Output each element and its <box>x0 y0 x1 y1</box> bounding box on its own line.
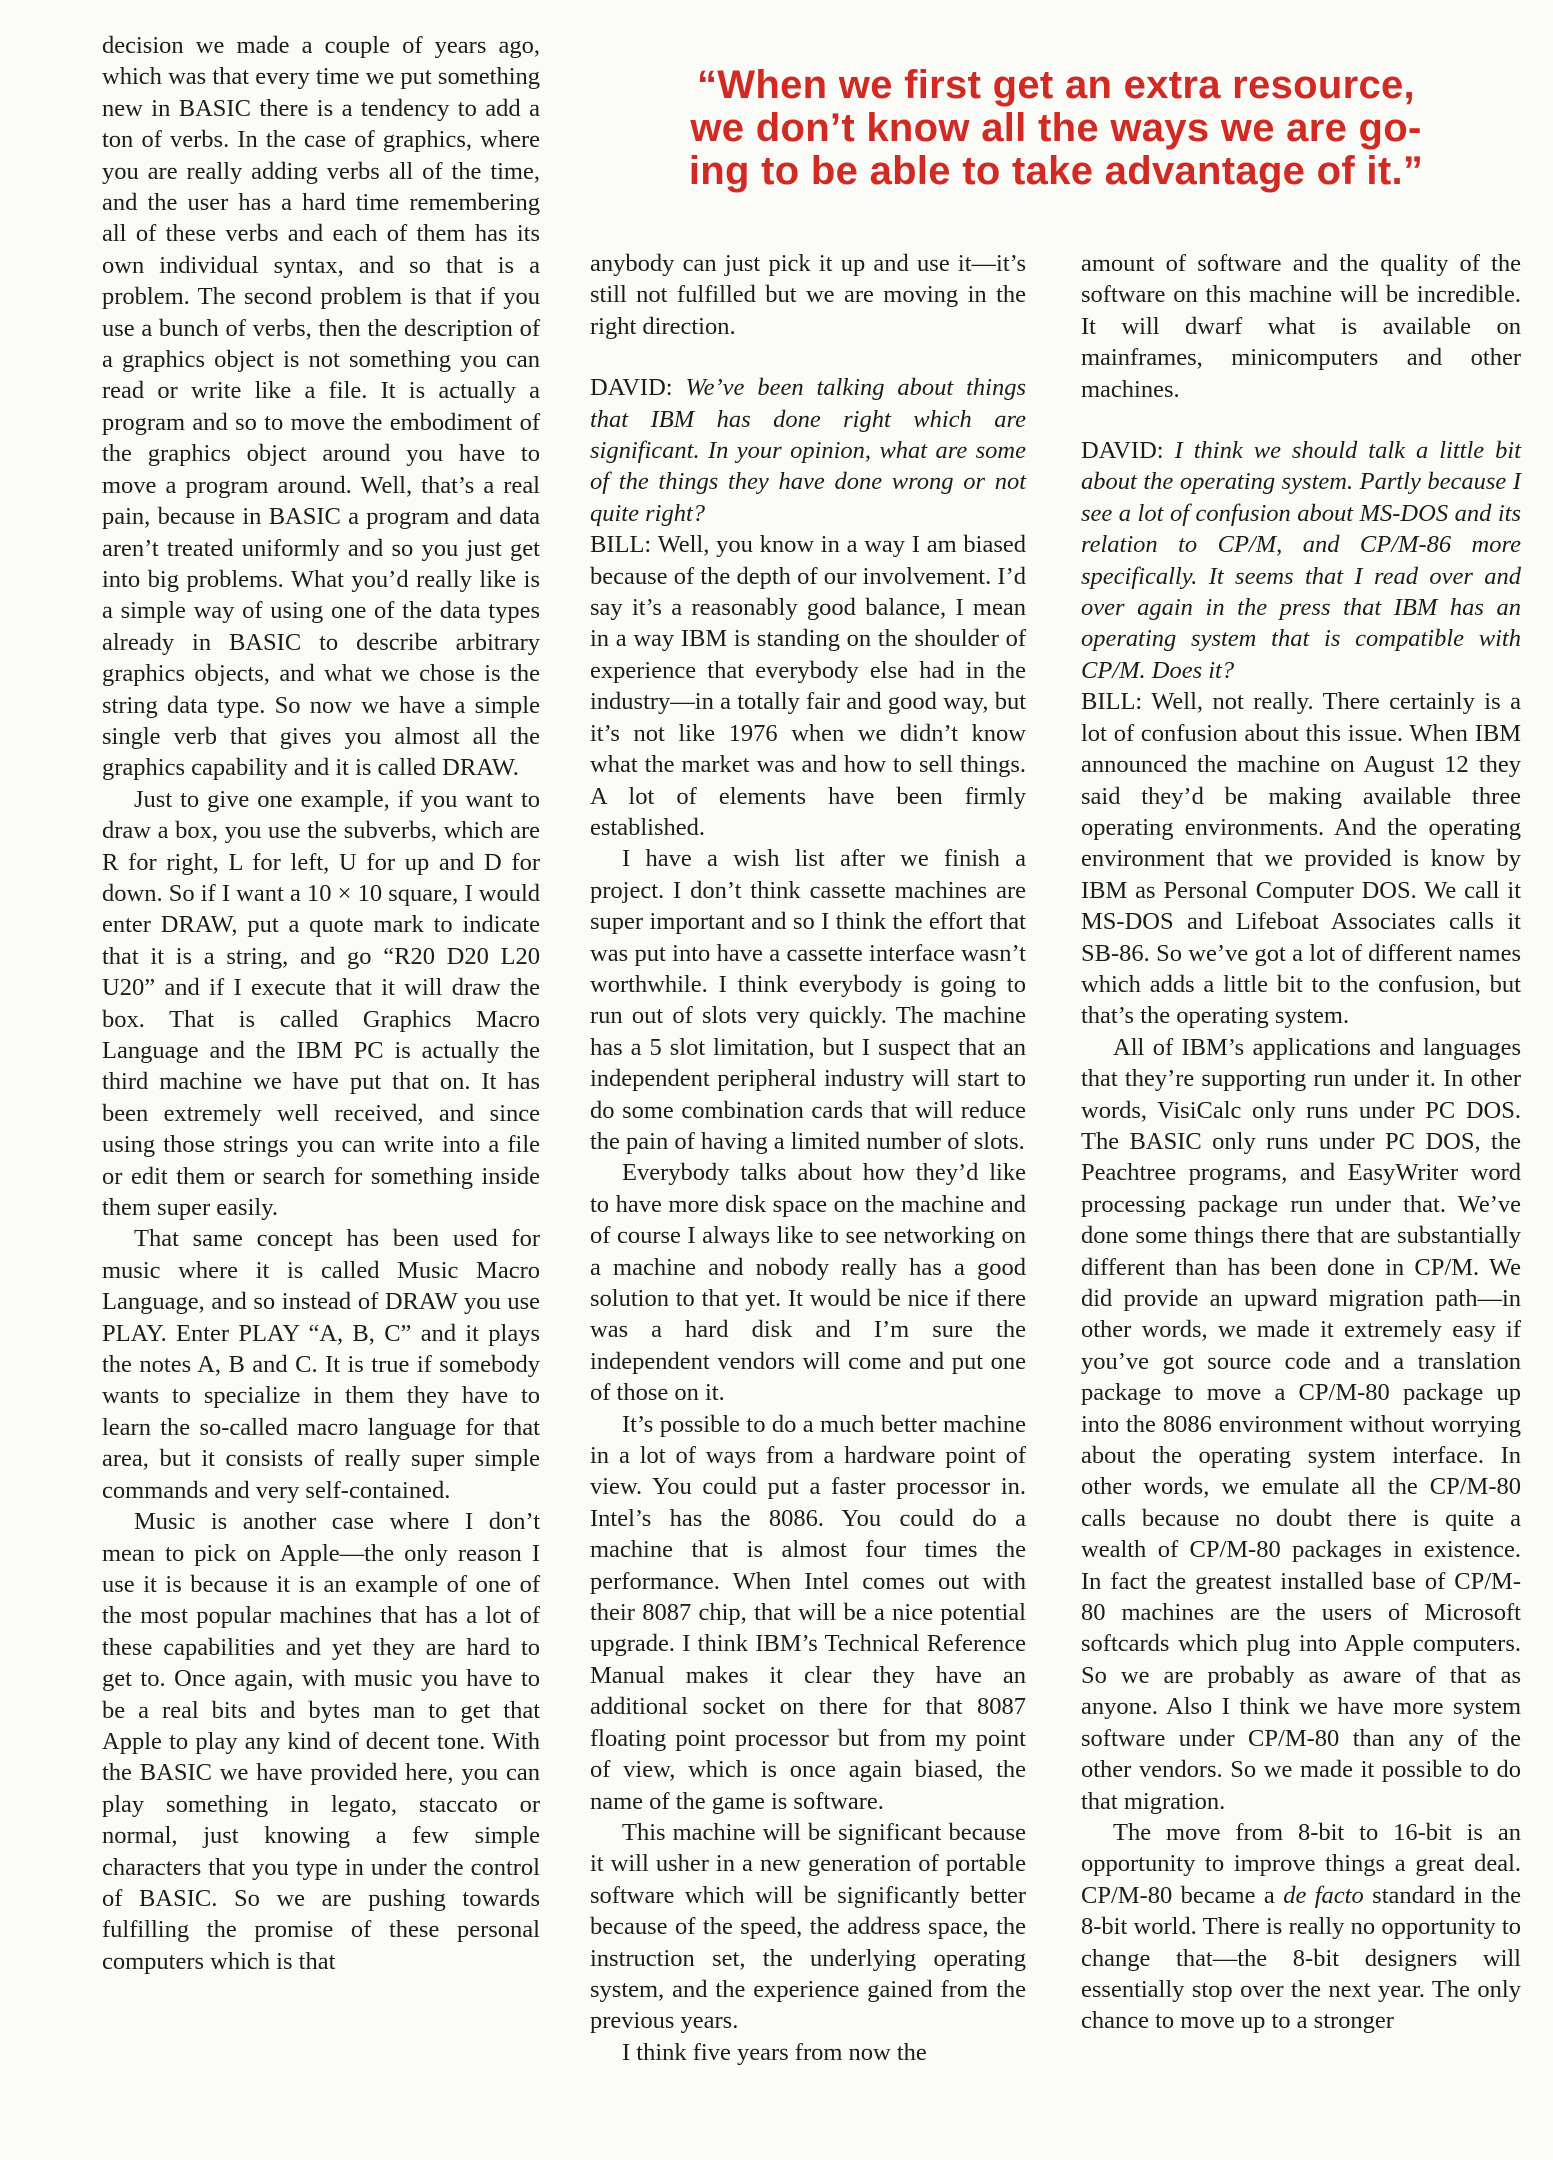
paragraph: Everybody talks about how they’d like to have more disk space on the machine and of course I always like to see networking on a machine and nobody really has a good solution to that yet. It would be nice if there was a hard disk and I’m sure the independent vendors will come and put one of those on it. <box>590 1159 1026 1407</box>
paragraph: Just to give one example, if you want to draw a box, you use the subverbs, which are R for right, L for left, U for up and D for down. So if I want a 10 × 10 square, I would enter DRAW, put a quote mark to indicate that it is a string, and go “R20 D20 L20 U20” and if I execute that it will draw the box. That is called Graphics Macro Language and the IBM PC is actually the third machine we have put that on. It has been extremely well received, and since using those strings you can write into a file or edit them or search for something inside them super easily. <box>102 785 540 1222</box>
paragraph: decision we made a couple of years ago, which was that every time we put something new in BASIC there is a tendency to add a ton of verbs. In the case of graphics, where you are really adding verbs all of the time, and the user has a hard time remembering all of these verbs and each of them has its own individual syntax, and so that is a problem. The second problem is that if you use a bunch of verbs, then the description of a graphics object is not something you can read or write like a file. It is actually a program and so to move the embodiment of the graphics object around you have to move a program around. Well, that’s a real pain, because in BASIC a program and data aren’t treated uniformly and so you just get into big problems. What you’d really like is a simple way of using one of the data types already in BASIC to describe arbitrary graphics objects, and what we chose is the string data type. So now we have a simple single verb that gives you almost all the graphics capability and it is called DRAW. <box>102 32 540 782</box>
paragraph <box>1081 1817 1521 2037</box>
column-middle <box>590 248 1026 2068</box>
column-left <box>102 30 540 1977</box>
column-right <box>1081 248 1521 2037</box>
interview-question <box>590 372 1026 529</box>
paragraph: I think five years from now the <box>622 2038 927 2066</box>
pull-quote-line: ing to be able to take advantage of it.” <box>688 149 1424 193</box>
speaker-label: DAVID: <box>590 374 673 402</box>
pull-quote-line: we don’t know all the ways we are go- <box>690 106 1422 150</box>
answer-text: Well, not really. There certainly is a lot of confusion about this issue. When IBM announced the machine on August 12 they said they’d be making available three operating environments. And the operating environment that we provided is know by IBM as Personal Computer DOS. We call it MS-DOS and Lifeboat Associates calls it SB-86. So we’ve got a lot of different names which adds a little bit to the confusion, but that’s the operating system. <box>1081 688 1521 1030</box>
text-run: standard in the 8-bit world. There is really no opportunity to change that—the 8-bit designers will essentially stop over the next year. The only chance to move up to a stronger <box>1081 1881 1522 2035</box>
interview-answer <box>590 529 1026 843</box>
paragraph: amount of software and the quality of the software on this machine will be incredible. It will dwarf what is available on mainframes, minicomputers and other machines. <box>1081 250 1521 403</box>
text-run: The move from 8-bit to 16-bit is an opportunity to improve things a great deal. CP/M-80 became a <box>1081 1818 1521 1909</box>
paragraph: All of IBM’s applications and languages that they’re supporting run under it. In other words, VisiCalc only runs under PC DOS. The BASIC only runs under PC DOS, the Peachtree programs, and EasyWriter word processing package run under that. We’ve done some things there that are substantially different than has been done in CP/M. We did provide an upward migration path—in other words, we made it extremely easy if you’ve got source code and a translation package to move a CP/M-80 package up into the 8086 environment without worrying about the operating system interface. In other words, we emulate all the CP/M-80 calls because no doubt there is quite a wealth of CP/M-80 packages in existence. In fact the greatest installed base of CP/M-80 machines are the users of Microsoft softcards which plug into Apple computers. So we are probably as aware of that as anyone. Also I think we have more system software under CP/M-80 than any of the other vendors. So we made it possible to do that migration. <box>1081 1033 1521 1815</box>
interview-answer <box>1081 686 1521 1031</box>
paragraph: It’s possible to do a much better machine in a lot of ways from a hardware point of view. You could put a faster processor in. Intel’s has the 8086. You could do a machine that is almost four times the performance. When Intel comes out with their 8087 chip, that will be a nice potential upgrade. I think IBM’s Technical Reference Manual makes it clear they have an additional socket on there for that 8087 floating point processor but from my point of view, which is once again biased, the name of the game is software. <box>590 1410 1026 1815</box>
paragraph: That same concept has been used for music where it is called Music Macro Language, and so instead of DRAW you use PLAY. Enter PLAY “A, B, C” and it plays the notes A, B and C. It is true if somebody wants to specialize in them they have to learn the so-called macro language for that area, but it consists of really super simple commands and very self-contained. <box>102 1225 540 1504</box>
emphasis: de facto <box>1283 1881 1364 1909</box>
paragraph: Music is another case where I don’t mean to pick on Apple—the only reason I use it is because it is an example of one of the most popular machines that has a lot of these capabilities and yet they are hard to get to. Once again, with music you have to be a real bits and bytes man to get that Apple to play any kind of decent tone. With the BASIC we have provided here, you can play something in legato, staccato or normal, just knowing a few simple characters that you type in under the control of BASIC. So we are pushing towards fulfilling the promise of these personal computers which is that <box>102 1508 540 1975</box>
pull-quote <box>596 64 1516 193</box>
paragraph: I have a wish list after we finish a project. I don’t think cassette machines are super important and so I think the effort that was put into have a cassette interface wasn’t worthwhile. I think everybody is going to run out of slots very quickly. The machine has a 5 slot limitation, but I suspect that an independent peripheral industry will start to do some combination cards that will reduce the pain of having a limited number of slots. <box>590 845 1026 1155</box>
speaker-label: BILL: <box>590 531 652 559</box>
interview-question <box>1081 435 1521 686</box>
speaker-label: BILL: <box>1081 688 1143 716</box>
paragraph: anybody can just pick it up and use it—it’s still not fulfilled but we are moving in the right direction. <box>590 250 1026 340</box>
paragraph: This machine will be significant because it will usher in a new generation of portable software which will be significantly better because of the speed, the address space, the instruction set, the underlying operating system, and the experience gained from the previous years. <box>590 1818 1026 2035</box>
question-text: I think we should talk a little bit about the operating system. Partly because I see a lot of confusion about MS-DOS and its relation to CP/M, and CP/M-86 more specifically. It seems that I read over and over again in the press that IBM has an operating system that is compatible with CP/M. Does it? <box>1081 437 1522 684</box>
question-text: We’ve been talking about things that IBM has done right which are significant. In your opinion, what are some of the things they have done wrong or not quite right? <box>590 374 1026 527</box>
answer-text: Well, you know in a way I am biased because of the depth of our involvement. I’d say it’s a reasonably good balance, I mean in a way IBM is standing on the shoulder of experience that everybody else had in the industry—in a totally fair and good way, but it’s not like 1976 when we didn’t know what the market was and how to sell things. A lot of elements have been firmly established. <box>590 531 1026 841</box>
pull-quote-line: “When we first get an extra resource, <box>697 63 1415 107</box>
speaker-label: DAVID: <box>1081 437 1164 465</box>
